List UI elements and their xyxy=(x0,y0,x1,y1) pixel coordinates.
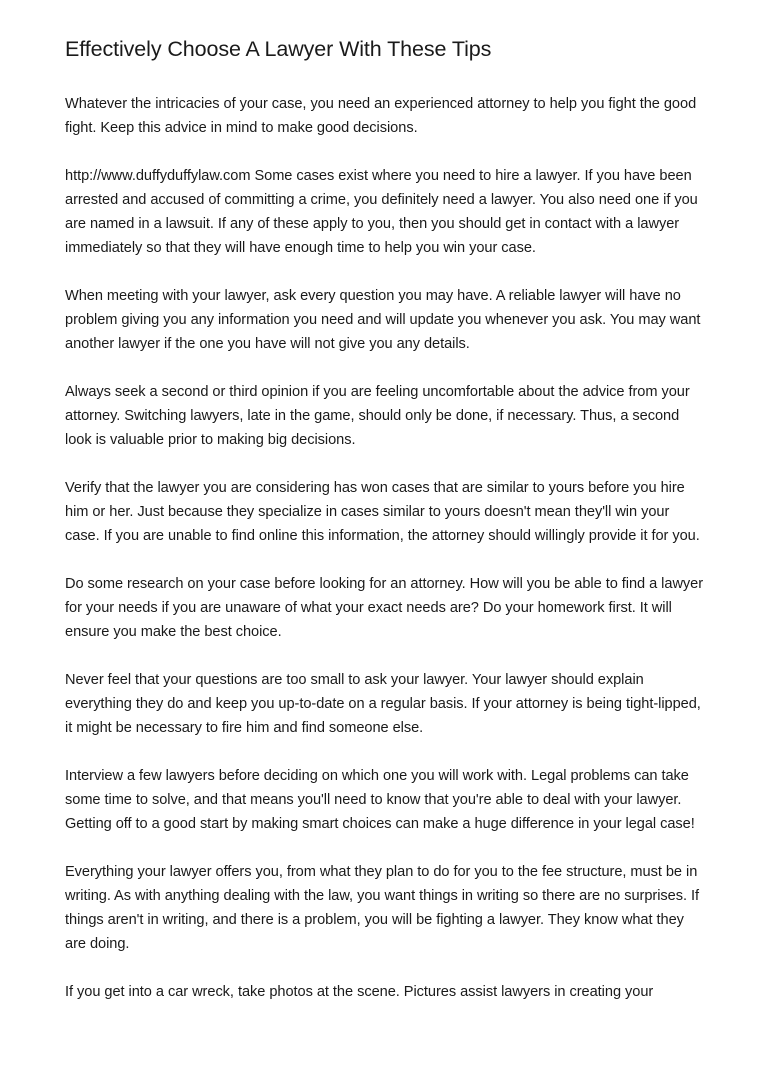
paragraph-verify-record: Verify that the lawyer you are considering has won cases that are similar to yours before you hire him or her. Just because they specialize in cases similar to yours doesn't mean they'll win your case. If you are unable to find online this information, the attorney should willingly provide it for you. xyxy=(65,480,700,544)
paragraph-research: Do some research on your case before looking for an attorney. How will you be able to find a lawyer for your needs if you are unaware of what your exact needs are? Do your homework first. It will ensure you make the best choice. xyxy=(65,576,704,640)
paragraph-intro: Whatever the intricacies of your case, you need an experienced attorney to help you fight the good fight. Keep this advice in mind to make good decisions. xyxy=(65,96,697,136)
paragraph-ask-questions: When meeting with your lawyer, ask every question you may have. A reliable lawyer will have no problem giving you any information you need and will update you whenever you ask. You may want another lawyer if the one you have will not give you any details. xyxy=(65,288,701,352)
paragraph-interview: Interview a few lawyers before deciding on which one you will work with. Legal problems can take some time to solve, and that means you'll need to know that you're able to deal with your lawyer. Getting off to a good start by making smart choices can make a huge difference in your legal case! xyxy=(65,768,695,832)
page-title: Effectively Choose A Lawyer With These Tips xyxy=(65,37,492,61)
paragraph-car-wreck: If you get into a car wreck, take photos at the scene. Pictures assist lawyers in creating your xyxy=(65,984,654,1000)
paragraph-second-opinion: Always seek a second or third opinion if you are feeling uncomfortable about the advice from your attorney. Switching lawyers, late in the game, should only be done, if necessary. Thus, a second look is valuable prior to making big decisions. xyxy=(65,384,690,448)
paragraph-when-to-hire: http://www.duffyduffylaw.com Some cases exist where you need to hire a lawyer. If you have been arrested and accused of committing a crime, you definitely need a lawyer. You also need one if you are named in a lawsuit. If any of these apply to you, then you should get in contact with a lawyer immediately so that they will have enough time to help you win your case. xyxy=(65,168,698,256)
paragraph-in-writing: Everything your lawyer offers you, from what they plan to do for you to the fee structure, must be in writing. As with anything dealing with the law, you want things in writing so there are no surprises. If things aren't in writing, and there is a problem, you will be fighting a lawyer. They know what they are doing. xyxy=(65,864,700,952)
paragraph-small-questions: Never feel that your questions are too small to ask your lawyer. Your lawyer should explain everything they do and keep you up-to-date on a regular basis. If your attorney is being tight-lipped, it might be necessary to fire him and find someone else. xyxy=(65,672,701,736)
